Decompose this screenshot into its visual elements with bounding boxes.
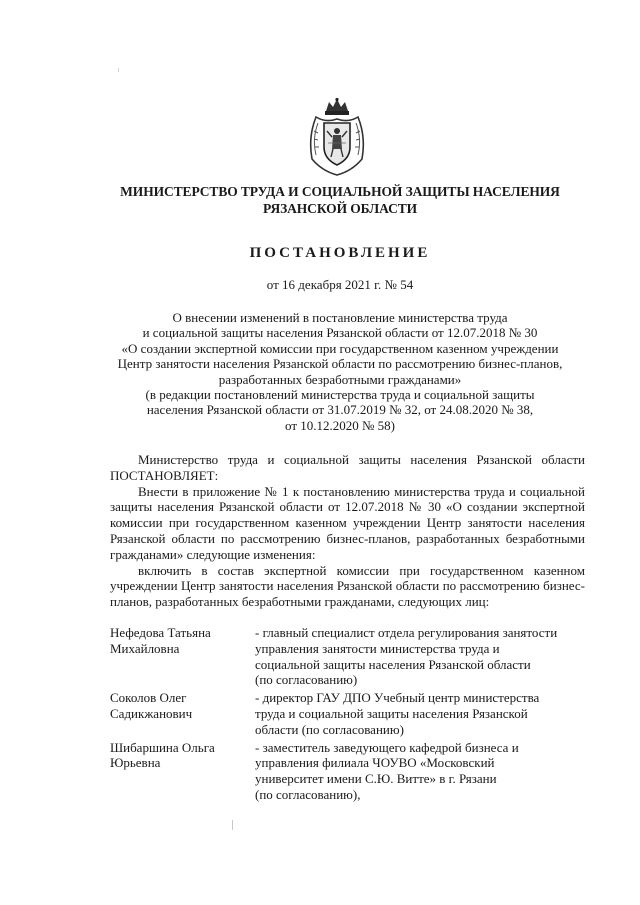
person-position: [255, 625, 585, 688]
subject-line: и социальной защиты населения Рязанской области от 12.07.2018 № 30: [142, 325, 538, 341]
document-subject: [80, 310, 600, 433]
person-name: [110, 740, 255, 803]
subject-line: от 10.12.2020 № 58): [285, 417, 395, 433]
person-surname: Соколов Олег: [110, 690, 187, 706]
person-name: [110, 625, 255, 688]
person-patronymic: Садикжанович: [110, 705, 193, 721]
position-line: - директор ГАУ ДПО Учебный центр министерства: [255, 690, 540, 706]
position-line: - заместитель заведующего кафедрой бизнеса и: [255, 739, 519, 755]
position-line: области (по согласованию): [255, 721, 404, 737]
coat-of-arms-icon: [304, 97, 370, 177]
document-date: от 16 декабря 2021 г. № 54: [266, 277, 414, 292]
person-position: [255, 690, 585, 737]
body-paragraph-1: Внести в приложение № 1 к постановлению министерства труда и социальной защиты населения Рязанской области от 12.07.2018 № 30 «О создании экспертной комиссии при государственном казенном учреждении Центр занятости населения Рязанской области по рассмотрению бизнес-планов, разработанных безработными гражданами» следующие изменения:: [110, 483, 585, 562]
person-name: [110, 690, 255, 737]
position-line: - главный специалист отдела регулирования занятости: [255, 625, 558, 640]
subject-line: разработанных безработными гражданами»: [218, 371, 462, 387]
position-line: (по согласованию): [255, 672, 358, 688]
position-line: управления занятости министерства труда и: [255, 640, 500, 656]
subject-line: населения Рязанской области от 31.07.2019 № 32, от 24.08.2020 № 38,: [146, 402, 534, 418]
ministry-line-2: РЯЗАНСКОЙ ОБЛАСТИ: [262, 201, 418, 216]
position-line: социальной защиты населения Рязанской области: [255, 656, 531, 672]
person-surname: Нефедова Татьяна: [110, 625, 211, 640]
subject-line: Центр занятости населения Рязанской области по рассмотрению бизнес-планов,: [117, 356, 563, 372]
body-intro: Министерство труда и социальной защиты населения Рязанской области ПОСТАНОВЛЯЕТ:: [110, 452, 585, 483]
ministry-line-1: МИНИСТЕРСТВО ТРУДА И СОЦИАЛЬНОЙ ЗАЩИТЫ НАСЕЛЕНИЯ: [120, 184, 560, 199]
person-surname: Шибаршина Ольга: [110, 739, 215, 755]
list-item: [110, 690, 585, 737]
subject-line: «О создании экспертной комиссии при государственном казенном учреждении: [121, 340, 559, 356]
body-paragraph-2: включить в состав экспертной комиссии при государственном казенном учреждении Центр занятости населения Рязанской области по рассмотрению бизнес-планов, разработанных безработными гражданами, следующих лиц:: [110, 562, 585, 610]
person-patronymic: Юрьевна: [110, 755, 161, 771]
position-line: (по согласованию),: [255, 786, 361, 802]
position-line: управления филиала ЧОУВО «Московский: [255, 755, 495, 771]
person-position: [255, 740, 585, 803]
subject-line: О внесении изменений в постановление министерства труда: [172, 310, 508, 325]
ministry-name: [80, 183, 600, 217]
document-type: ПОСТАНОВЛЕНИЕ: [249, 245, 431, 261]
scan-mark: [232, 820, 233, 830]
person-patronymic: Михайловна: [110, 640, 180, 656]
list-item: [110, 625, 585, 688]
position-line: труда и социальной защиты населения Рязанской: [255, 705, 528, 721]
list-item: [110, 740, 585, 803]
persons-list: [110, 625, 585, 805]
subject-line: (в редакции постановлений министерства труда и социальной защиты: [145, 387, 535, 403]
document-body: [110, 452, 585, 610]
position-line: университет имени С.Ю. Витте» в г. Рязани: [255, 771, 497, 787]
scan-mark: [118, 68, 119, 72]
